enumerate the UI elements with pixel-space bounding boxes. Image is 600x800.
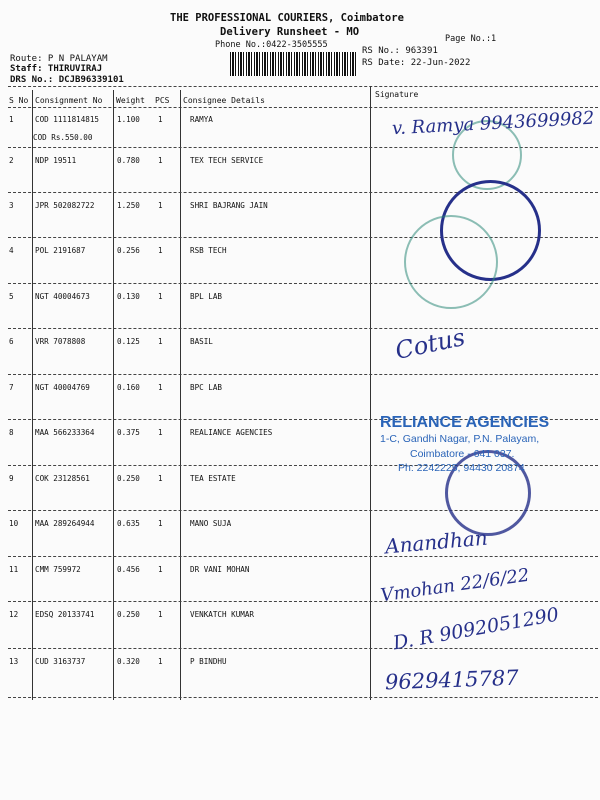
row-sno: 3 xyxy=(9,201,14,210)
col-weight: Weight xyxy=(116,96,145,105)
row-consignee: BASIL xyxy=(190,337,213,346)
row-consignment-no: EDSQ 20133741 xyxy=(35,610,95,619)
row-sno: 4 xyxy=(9,246,14,255)
row-pcs: 1 xyxy=(158,474,163,483)
row-sno: 6 xyxy=(9,337,14,346)
signature-row-12: D. R 9092051290 xyxy=(391,603,561,655)
document-subtitle: Delivery Runsheet - MO xyxy=(220,26,360,38)
phone-number: Phone No.:0422-3505555 xyxy=(215,40,328,50)
signature-row-13: 9629415787 xyxy=(384,665,519,695)
row-consignment-no: POL 2191687 xyxy=(35,246,86,255)
row-pcs: 1 xyxy=(158,657,163,666)
row-consignment-no: NGT 40004769 xyxy=(35,383,90,392)
rsb-tech-stamp-icon xyxy=(404,215,498,309)
table-header-rule xyxy=(8,107,598,108)
row-weight: 0.125 xyxy=(117,337,140,346)
rs-number: RS No.: 963391 xyxy=(362,46,438,56)
agency-stamp-line1: 1-C, Gandhi Nagar, P.N. Palayam, xyxy=(380,433,540,445)
row-sno: 2 xyxy=(9,156,14,165)
row-sno: 11 xyxy=(9,565,19,574)
col-consignee: Consignee Details xyxy=(183,96,265,105)
row-consignment-no: MAA 289264944 xyxy=(35,519,95,528)
row-consignee: RAMYA xyxy=(190,115,213,124)
row-consignment-no: JPR 502082722 xyxy=(35,201,95,210)
row-consignee: DR VANI MOHAN xyxy=(190,565,250,574)
row-consignee: BPC LAB xyxy=(190,383,223,392)
row-weight: 0.160 xyxy=(117,383,140,392)
row-cod-amount: COD Rs.550.00 xyxy=(33,133,93,142)
row-consignee: VENKATCH KUMAR xyxy=(190,610,255,619)
row-consignment-no: NDP 19511 xyxy=(35,156,77,165)
row-pcs: 1 xyxy=(158,519,163,528)
row-weight: 0.456 xyxy=(117,565,140,574)
row-separator xyxy=(8,328,598,329)
barcode xyxy=(230,52,358,76)
row-weight: 1.100 xyxy=(117,115,140,124)
row-consignee: TEX TECH SERVICE xyxy=(190,156,264,165)
row-separator xyxy=(8,648,598,649)
row-weight: 0.780 xyxy=(117,156,140,165)
row-separator xyxy=(8,601,598,602)
row-sno: 13 xyxy=(9,657,19,666)
row-separator xyxy=(8,374,598,375)
row-sno: 7 xyxy=(9,383,14,392)
signature-row-1: v. Ramya 9943699982 xyxy=(391,107,595,140)
row-sno: 1 xyxy=(9,115,14,124)
row-pcs: 1 xyxy=(158,383,163,392)
signature-row-6: Cotus xyxy=(392,323,468,365)
row-pcs: 1 xyxy=(158,246,163,255)
signature-row-11: Vmohan 22/6/22 xyxy=(379,564,531,607)
row-weight: 1.250 xyxy=(117,201,140,210)
row-pcs: 1 xyxy=(158,292,163,301)
table-top-rule xyxy=(8,86,598,87)
row-pcs: 1 xyxy=(158,610,163,619)
row-separator xyxy=(8,556,598,557)
row-consignment-no: NGT 40004673 xyxy=(35,292,90,301)
signature-row-10: Anandhan xyxy=(384,525,489,559)
row-consignee: P BINDHU xyxy=(190,657,227,666)
row-weight: 0.130 xyxy=(117,292,140,301)
row-consignee: BPL LAB xyxy=(190,292,223,301)
row-weight: 0.250 xyxy=(117,610,140,619)
row-sno: 5 xyxy=(9,292,14,301)
agency-stamp-name: RELIANCE AGENCIES xyxy=(380,414,550,431)
col-consignment: Consignment No xyxy=(35,96,103,105)
col-sno: S No xyxy=(9,96,29,105)
row-weight: 0.320 xyxy=(117,657,140,666)
row-consignment-no: COD 1111814815 xyxy=(35,115,100,124)
row-weight: 0.375 xyxy=(117,428,140,437)
row-pcs: 1 xyxy=(158,337,163,346)
company-title: THE PROFESSIONAL COURIERS, Coimbatore xyxy=(170,12,404,24)
staff: Staff: THIRUVIRAJ xyxy=(10,64,103,74)
row-consignee: REALIANCE AGENCIES xyxy=(190,428,273,437)
row-pcs: 1 xyxy=(158,201,163,210)
route: Route: P N PALAYAM xyxy=(10,54,108,64)
row-consignment-no: CUD 3163737 xyxy=(35,657,86,666)
row-sno: 8 xyxy=(9,428,14,437)
row-separator xyxy=(8,283,598,284)
row-sno: 10 xyxy=(9,519,19,528)
agency-stamp-line2: Coimbatore - 641 037. xyxy=(410,448,515,460)
row-consignee: MANO SUJA xyxy=(190,519,232,528)
row-sno: 12 xyxy=(9,610,19,619)
col-pcs: PCS xyxy=(155,96,170,105)
row-weight: 0.250 xyxy=(117,474,140,483)
row-consignee: RSB TECH xyxy=(190,246,227,255)
page-number: Page No.:1 xyxy=(445,34,497,44)
row-sno: 9 xyxy=(9,474,14,483)
col-signature: Signature xyxy=(375,90,419,99)
row-weight: 0.635 xyxy=(117,519,140,528)
row-pcs: 1 xyxy=(158,115,163,124)
row-consignment-no: CMM 759972 xyxy=(35,565,81,574)
row-consignment-no: COK 23128561 xyxy=(35,474,90,483)
row-consignment-no: VRR 7078808 xyxy=(35,337,86,346)
row-pcs: 1 xyxy=(158,565,163,574)
agency-stamp-line3: Ph: 2242225, 94430 20874 xyxy=(398,462,525,474)
row-pcs: 1 xyxy=(158,156,163,165)
row-consignee: TEA ESTATE xyxy=(190,474,236,483)
row-separator xyxy=(8,697,598,698)
row-pcs: 1 xyxy=(158,428,163,437)
row-consignee: SHRI BAJRANG JAIN xyxy=(190,201,268,210)
rs-date: RS Date: 22-Jun-2022 xyxy=(362,58,471,68)
row-consignment-no: MAA 566233364 xyxy=(35,428,95,437)
drs-number: DRS No.: DCJB96339101 xyxy=(10,75,124,85)
row-weight: 0.256 xyxy=(117,246,140,255)
